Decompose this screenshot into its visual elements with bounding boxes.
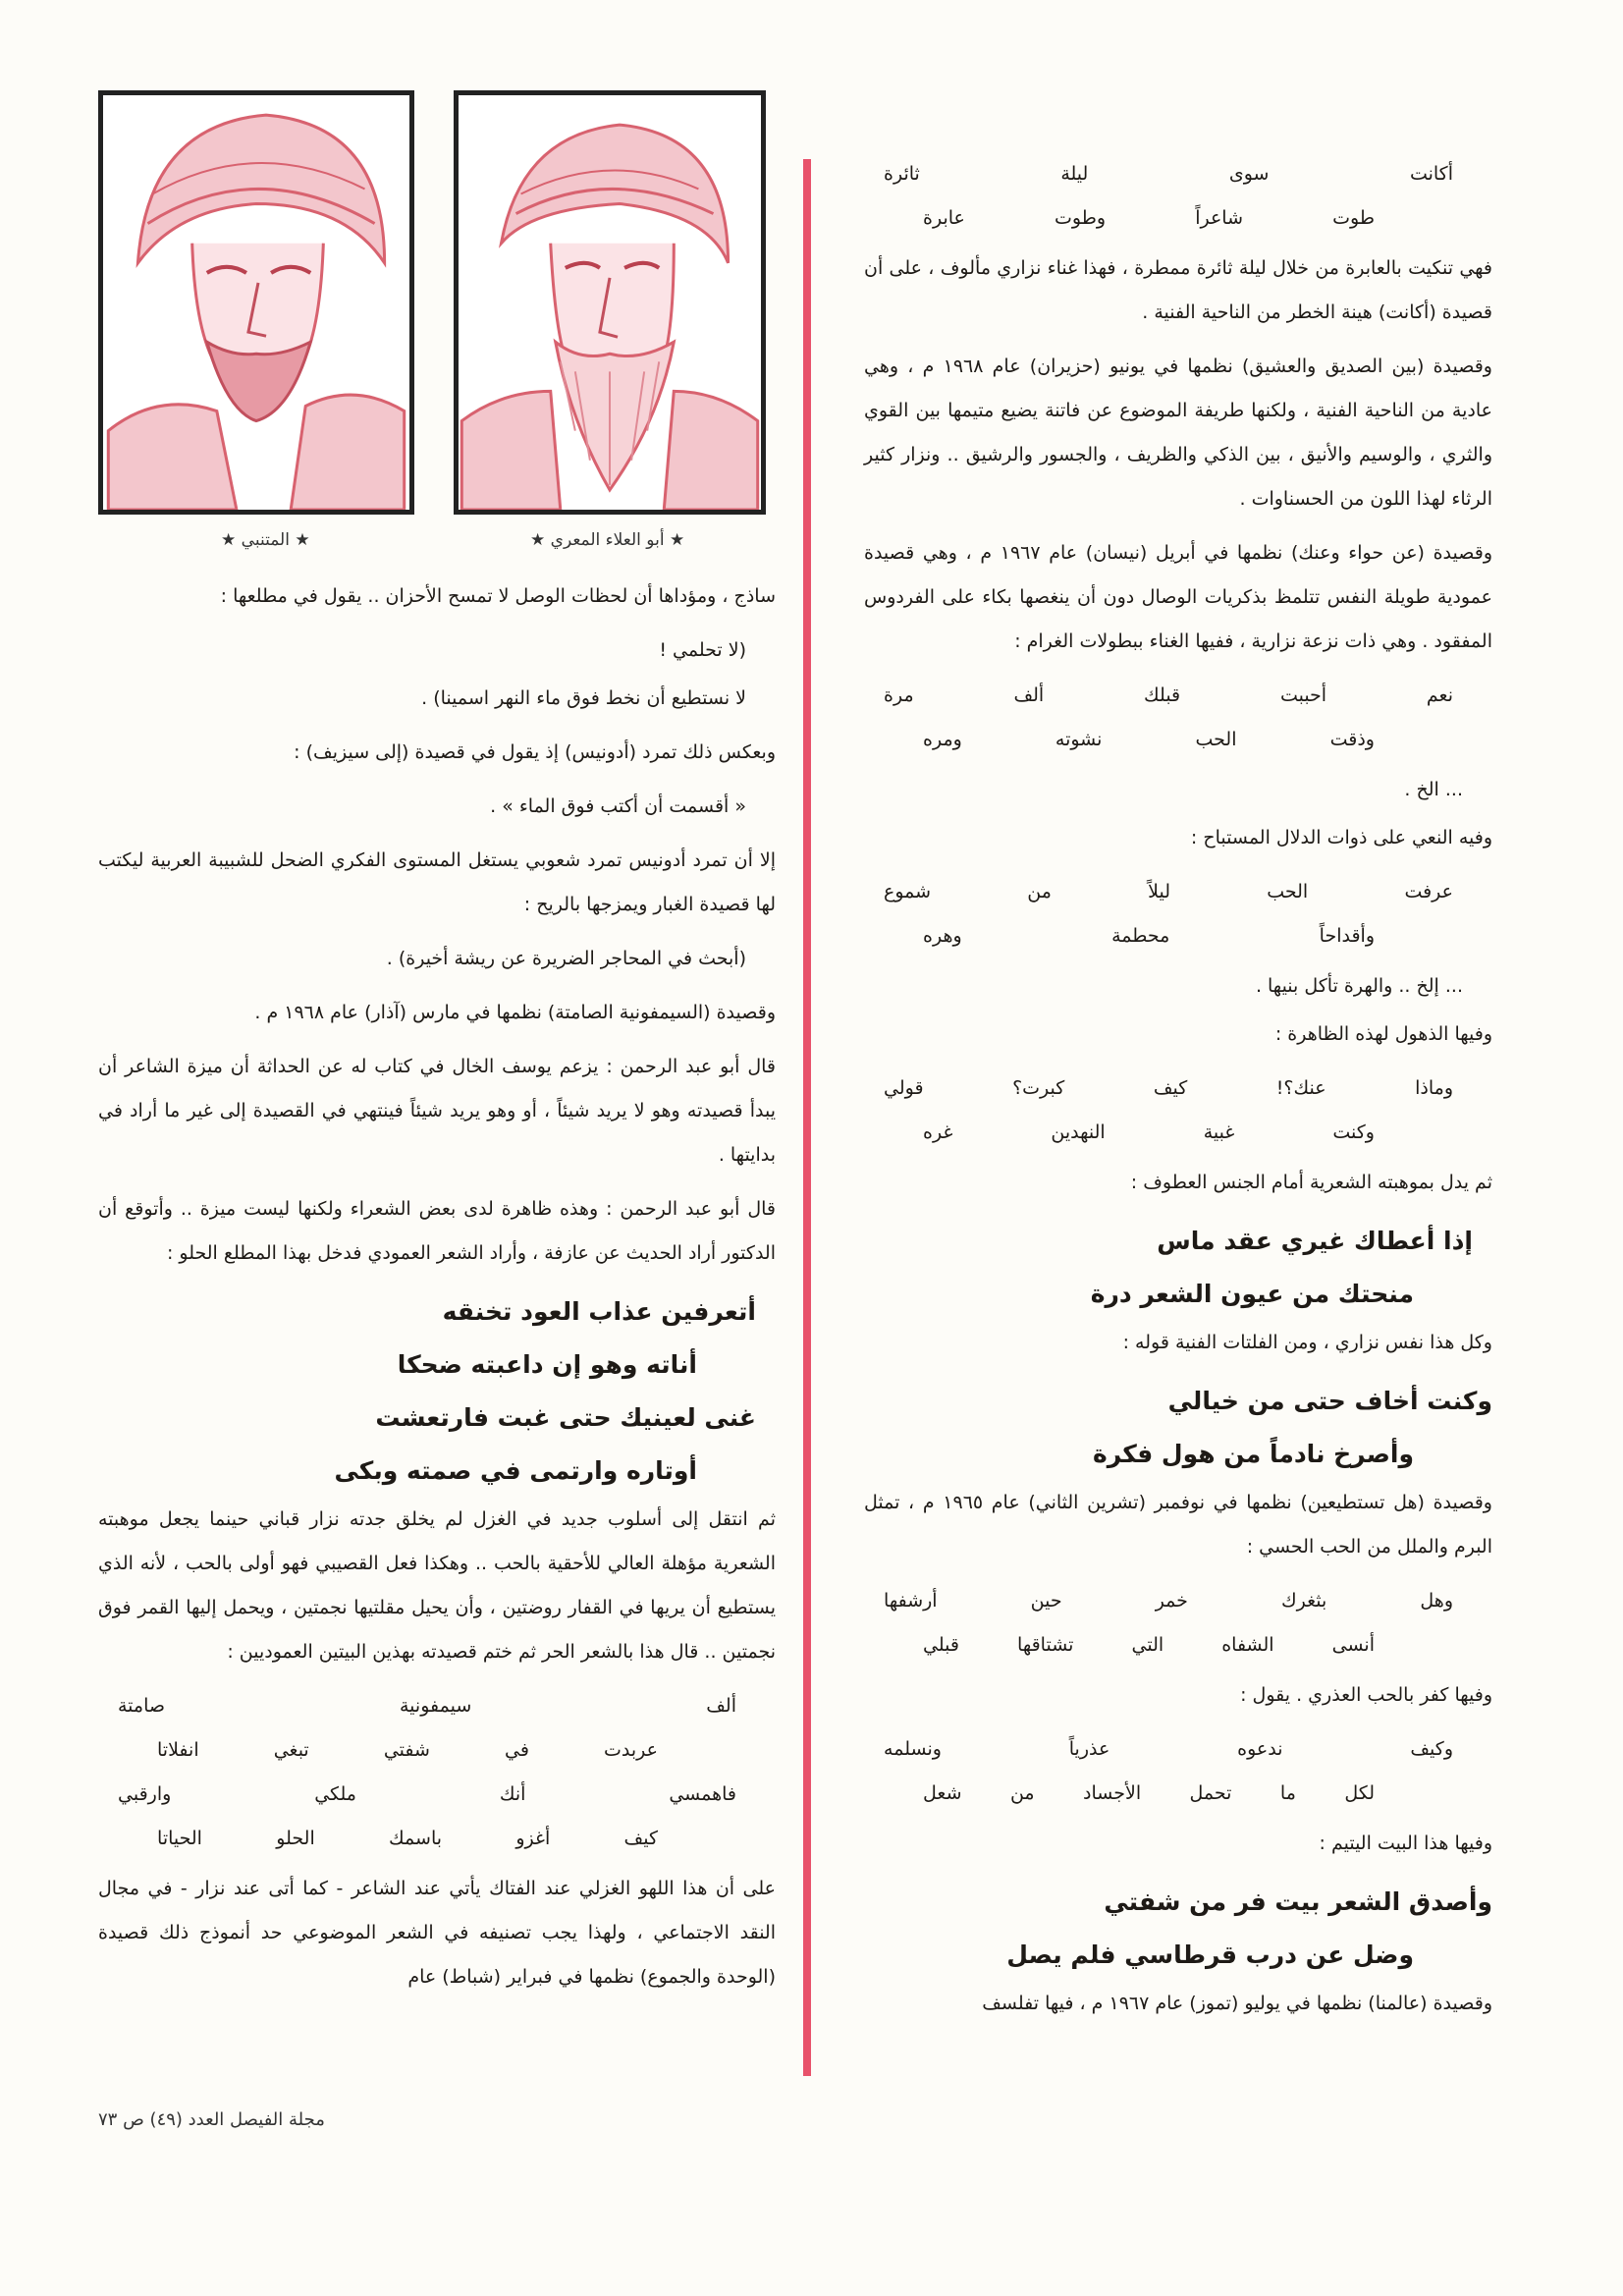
- right-column: [864, 152, 1492, 2036]
- paragraph: وقصيدة (بين الصديق والعشيق) نظمها في يونيو (حزيران) عام ١٩٦٨ م ، وهي عادية من الناحية الفنية ، ولكنها طريفة الموضوع عن فاتنة يضيع متيمها بين القوي والثري ، والوسيم والأنيق ، بين الذكي والظريف ، والجسور والرشيق .. ونزار كثير الرثاء لهذا اللون من الحسناوات .: [864, 355, 1492, 510]
- paragraph: وكل هذا نفس نزاري ، ومن الفلتات الفنية قوله :: [1122, 1332, 1492, 1353]
- verse-emphasis: إذا أعطاك غيري عقد ماس: [1157, 1227, 1473, 1255]
- quote-line: (أبحث في المحاجر الضريرة عن ريشة أخيرة) .: [386, 948, 746, 969]
- paragraph: قال أبو عبد الرحمن : يزعم يوسف الخال في كتاب له عن الحداثة أن ميزة الشاعر أن يبدأ قصيدته وهو لا يريد شيئاً ، أو وهو يريد شيئاً فينتهي في القصيدة إلى غير ما أراد في بدايتها .: [98, 1056, 776, 1166]
- verse-line: كيف أغزو باسمك الحلو الحياتا: [157, 1828, 658, 1849]
- verse-stanza: [864, 1579, 1492, 1667]
- paragraph: وبعكس ذلك تمرد (أدونيس) إذ يقول في قصيدة (إلى سيزيف) :: [294, 741, 776, 763]
- page-footer: مجلة الفيصل العدد (٤٩) ص ٧٣: [98, 2109, 325, 2130]
- paragraph: ساذج ، ومؤداها أن لحظات الوصل لا تمسح الأحزان .. يقول في مطلعها :: [220, 585, 776, 607]
- portrait-drawing: [459, 95, 761, 510]
- verse-emphasis: وكنت أخاف حتى من خيالي: [1167, 1387, 1492, 1415]
- paragraph: ... إلخ .. والهرة تأكل بنيها .: [1255, 975, 1463, 997]
- column-divider: [803, 159, 811, 2076]
- verse-stanza: [98, 1684, 776, 1861]
- paragraph: وقصيدة (السيمفونية الصامتة) نظمها في مارس (آذار) عام ١٩٦٨ م .: [254, 1002, 776, 1023]
- paragraph: وقصيدة (هل تستطيعين) نظمها في نوفمبر (تشرين الثاني) عام ١٩٦٥ م ، تمثل البرم والملل من الحب الحسي :: [864, 1492, 1492, 1558]
- caption-abu-al-ala: ★ أبو العلاء المعري ★: [530, 530, 685, 550]
- paragraph: ... الخ .: [1404, 779, 1463, 800]
- verse-emphasis: أناته وهو إن داعبته ضحكا: [397, 1350, 697, 1379]
- verse-emphasis: منحتك من عيون الشعر درة: [1090, 1280, 1414, 1308]
- verse-line: فاهمسي أنك ملكي وارقبي: [118, 1783, 736, 1805]
- portrait-abu-al-ala: [454, 90, 766, 515]
- verse-stanza: [864, 152, 1492, 241]
- caption-mutanabbi: ★ المتنبي ★: [221, 530, 310, 550]
- verse-line: وأقداحاً محطمة وهره: [923, 925, 1375, 947]
- verse-emphasis: وضل عن درب قرطاسي فلم يصل: [1006, 1941, 1414, 1969]
- verse-line: وهل بثغرك خمر حين أرشفها: [884, 1590, 1453, 1612]
- verse-emphasis: غنى لعينيك حتى غبت فارتعشت: [375, 1403, 756, 1432]
- paragraph: قال أبو عبد الرحمن : وهذه ظاهرة لدى بعض الشعراء ولكنها ليست ميزة .. وأتوقع أن الدكتور أراد الحديث عن عازفة ، وأراد الشعر العمودي فدخل بهذا المطلع الحلو :: [98, 1198, 776, 1264]
- paragraph: ثم يدل بموهبته الشعرية أمام الجنس العطوف :: [1130, 1172, 1492, 1193]
- verse-line: وكيف ندعوه عذرياً ونسلمه: [884, 1738, 1453, 1760]
- verse-line: طوت شاعراً وطوت عابرة: [923, 207, 1375, 229]
- paragraph: وقصيدة (عالمنا) نظمها في يوليو (تموز) عام ١٩٦٧ م ، فيها تفلسف: [982, 1993, 1492, 2014]
- verse-stanza: [864, 674, 1492, 762]
- quote-line: « أقسمت أن أكتب فوق الماء » .: [490, 795, 746, 817]
- paragraph: وفيها الذهول لهذه الظاهرة :: [1274, 1023, 1492, 1045]
- quote-line: (لا تحلمي !: [659, 639, 746, 661]
- paragraph: إلا أن تمرد أدونيس تمرد شعوبي يستغل المستوى الفكري الضحل للشبيبة العربية ليكتب لها قصيدة الغبار ويمزجها بالريح :: [98, 849, 776, 915]
- verse-line: أنسى الشفاه التي تشتاقها قبلي: [923, 1634, 1375, 1656]
- quote-line: لا نستطيع أن نخط فوق ماء النهر اسمينا) .: [421, 687, 746, 709]
- paragraph: فهي تنكيت بالعابرة من خلال ليلة ثائرة ممطرة ، فهذا غناء نزاري مألوف ، على أن قصيدة (أكانت) هينة الخطر من الناحية الفنية .: [864, 257, 1492, 323]
- verse-line: لكل ما تحمل الأجساد من شعل: [923, 1782, 1375, 1804]
- paragraph: على أن هذا اللهو الغزلي عند الفتاك يأتي عند الشاعر - كما أتى عند نزار - في مجال النقد الاجتماعي ، ولهذا يجب تصنيفه في الشعر الموضوعي حد أنموذج ذلك قصيدة (الوحدة والجموع) نظمها في فبراير (شباط) عام: [98, 1878, 776, 1988]
- verse-emphasis: أوتاره وارتمى في صمته وبكى: [334, 1456, 697, 1485]
- verse-stanza: [864, 1066, 1492, 1155]
- left-column: [98, 574, 776, 2009]
- verse-stanza: [864, 870, 1492, 958]
- verse-line: أكانت سوى ليلة ثائرة: [884, 163, 1453, 185]
- portrait-mutanabbi: [98, 90, 414, 515]
- verse-line: ألف سيمفونية صامتة: [118, 1695, 736, 1717]
- paragraph: وفيه النعي على ذوات الدلال المستباح :: [1190, 827, 1492, 848]
- verse-emphasis: وأصرخ نادماً من هول فكرة: [1092, 1440, 1414, 1468]
- paragraph: وفيها كفر بالحب العذري . يقول :: [1240, 1684, 1492, 1706]
- paragraph: ثم انتقل إلى أسلوب جديد في الغزل لم يخلق جدته نزار قباني حينما يجعل موهبته الشعرية مؤهلة العالي للأحقية بالحب .. وهكذا فعل القصيبي فهو أولى بالحب ، لأنه الذي يستطيع أن يريها في القفار روضتين ، وأن يحيل مقلتيها نجمتين ، ويحمل إليها القمر فوق نجمتين .. قال هذا بالشعر الحر ثم ختم قصيدته بهذين البيتين العموديين :: [98, 1508, 776, 1663]
- verse-stanza: [864, 1727, 1492, 1816]
- paragraph: وقصيدة (عن حواء وعنك) نظمها في أبريل (نيسان) عام ١٩٦٧ م ، وهي قصيدة عمودية طويلة النفس تتلمظ بذكريات الوصال دون أن ينغصها بكاء على الفردوس المفقود . وهي ذات نزعة نزارية ، ففيها الغناء ببطولات الغرام :: [864, 542, 1492, 652]
- verse-line: وماذا عنك؟! كيف كبرت؟ قولي: [884, 1077, 1453, 1099]
- verse-line: نعم أحببت قبلك ألف مرة: [884, 684, 1453, 706]
- paragraph: وفيها هذا البيت اليتيم :: [1319, 1832, 1492, 1854]
- verse-line: عرفت الحب ليلاً من شموع: [884, 881, 1453, 902]
- verse-line: وذقت الحب نشوته ومره: [923, 729, 1375, 750]
- verse-emphasis: وأصدق الشعر بيت فر من شفتي: [1104, 1887, 1492, 1916]
- verse-line: عربدت في شفتي تبغي انفلاتا: [157, 1739, 658, 1761]
- verse-line: وكنت غبية النهدين غره: [923, 1121, 1375, 1143]
- verse-emphasis: أتعرفين عذاب العود تخنقه: [442, 1297, 756, 1326]
- portrait-drawing: [103, 95, 409, 510]
